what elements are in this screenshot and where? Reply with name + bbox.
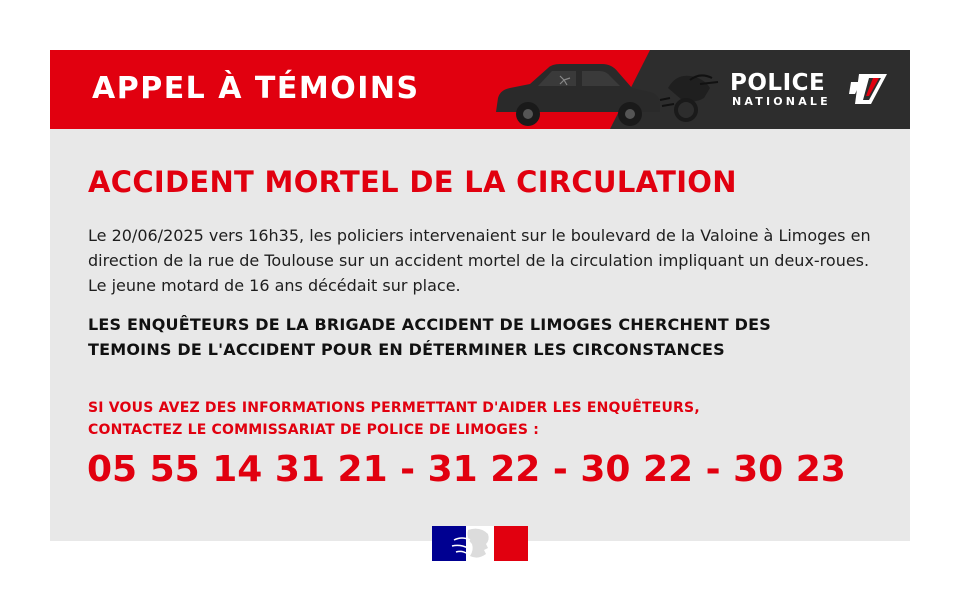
- appeal-card: [50, 50, 910, 541]
- police-tricolor-mark-icon: [849, 72, 889, 106]
- marianne-logo-icon: [432, 526, 528, 561]
- crashed-car-illustration-icon: [490, 54, 730, 129]
- contact-instructions: [88, 397, 878, 441]
- contact-instructions-line-2: CONTACTEZ LE COMMISSARIAT DE POLICE DE LIMOGES :: [88, 422, 540, 438]
- witness-appeal: [88, 312, 878, 362]
- contact-instructions-line-1: SI VOUS AVEZ DES INFORMATIONS PERMETTANT D'AIDER LES ENQUÊTEURS,: [88, 400, 700, 416]
- logo-nationale-text: NATIONALE: [732, 95, 831, 108]
- phone-numbers: 05 55 14 31 21 - 31 22 - 30 22 - 30 23: [87, 449, 846, 490]
- page-title: ACCIDENT MORTEL DE LA CIRCULATION: [88, 165, 737, 199]
- logo-police-text: POLICE: [730, 70, 826, 96]
- header-banner: [50, 50, 910, 129]
- witness-appeal-line-2: TEMOINS DE L'ACCIDENT POUR EN DÉTERMINER LES CIRCONSTANCES: [88, 340, 725, 359]
- witness-appeal-line-1: LES ENQUÊTEURS DE LA BRIGADE ACCIDENT DE LIMOGES CHERCHENT DES: [88, 315, 771, 334]
- incident-description: Le 20/06/2025 vers 16h35, les policiers intervenaient sur le boulevard de la Valoine à Limoges en direction de la rue de Toulouse sur un accident mortel de la circulation impliquant un deux-roues. Le jeune motard de 16 ans décédait sur place.: [88, 226, 871, 295]
- police-nationale-logo: [730, 71, 895, 113]
- header-title: APPEL À TÉMOINS: [92, 71, 420, 106]
